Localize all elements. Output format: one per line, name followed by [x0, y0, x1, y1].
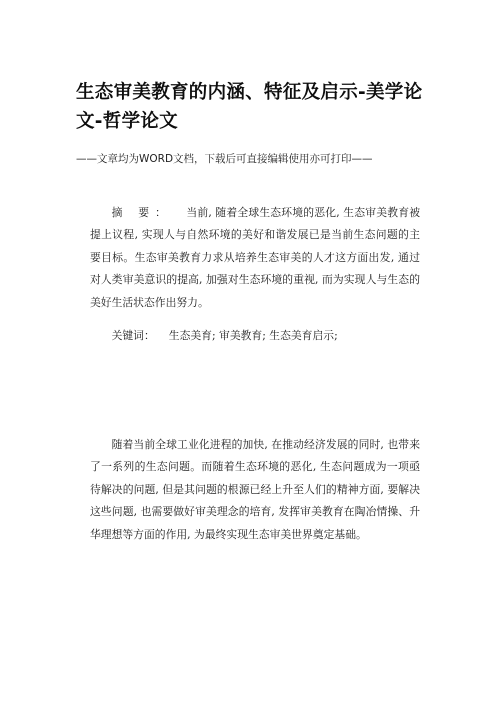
keywords-text: 生态美育; 审美教育; 生态美育启示; — [168, 329, 338, 342]
document-subtitle: ——文章均为WORD文档，下载后可直接编辑使用亦可打印—— — [76, 153, 373, 165]
abstract-label: 摘 要： — [111, 206, 173, 219]
abstract-text: 当前, 随着全球生态环境的恶化, 生态审美教育被提上议程, 实现人与自然环境的美好和谐发展已是当前生态问题的主要目标。生态审美教育力求从培养生态审美的人才这方面出发, 通过对人类审美意识的提高, 加强对生态环境的重视, 而为实现人与生态的美好生活状态作出努力。 — [90, 206, 420, 309]
keywords-label: 关键词： — [111, 329, 155, 342]
abstract-paragraph — [90, 202, 420, 314]
document-title: 生态审美教育的内涵、特征及启示-美学论文-哲学论文 — [76, 82, 423, 132]
keywords-line — [90, 325, 420, 347]
body-paragraph: 随着当前全球工业化进程的加快, 在推动经济发展的同时, 也带来了一系列的生态问题。而随着生态环境的恶化, 生态问题成为一项亟待解决的问题, 但是其问题的根源已经上升至人们的精神方面, 要解决这些问题, 也需要做好审美理念的培育, 发挥审美教育在陶冶情操、升华理想等方面的作用, 为最终实现生态审美世界奠定基础。 — [90, 438, 420, 541]
